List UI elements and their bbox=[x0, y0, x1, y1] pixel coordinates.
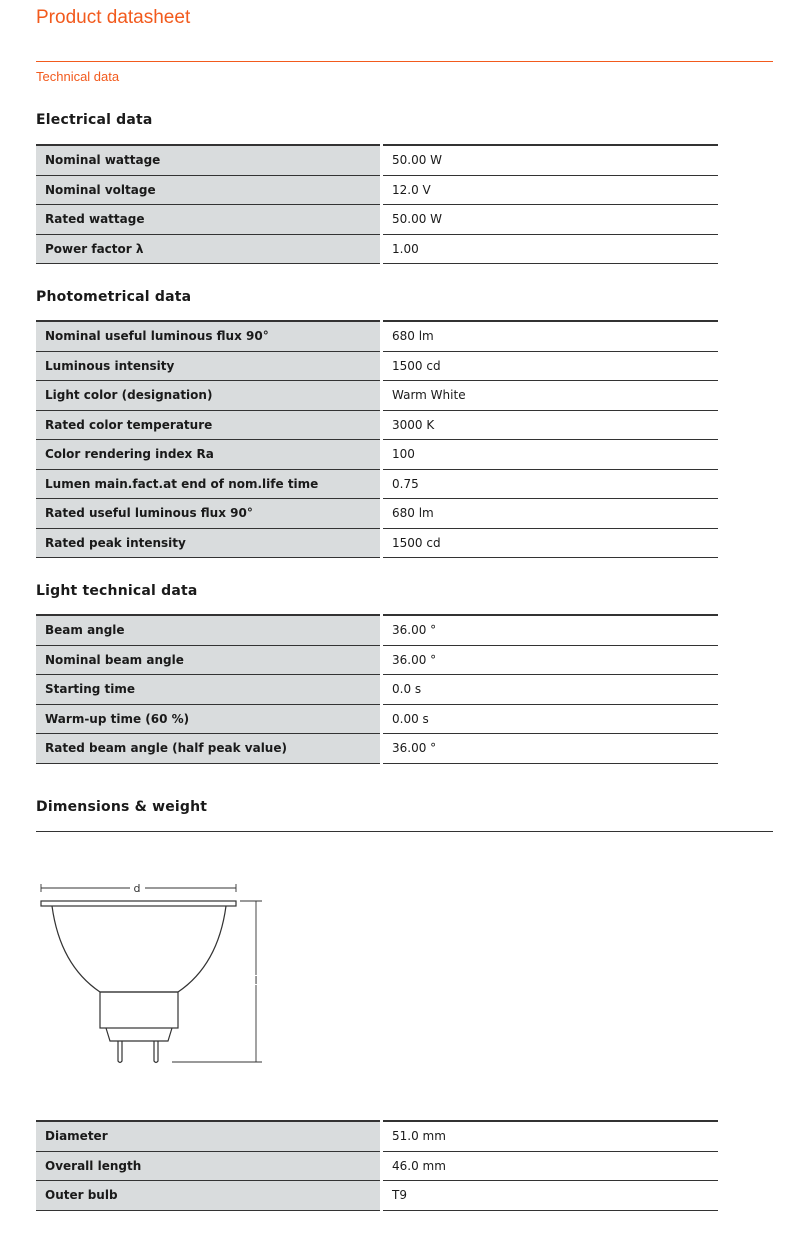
table-row bbox=[36, 145, 718, 175]
row-value: T9 bbox=[382, 1181, 719, 1211]
row-value: 100 bbox=[382, 440, 719, 470]
table-row bbox=[36, 410, 718, 440]
section-subtitle: Technical data bbox=[36, 69, 120, 84]
table-row bbox=[36, 175, 718, 205]
row-label: Nominal voltage bbox=[36, 175, 382, 205]
row-value: 36.00 ° bbox=[382, 734, 719, 764]
dimensions-table bbox=[36, 1120, 718, 1211]
table-row bbox=[36, 234, 718, 264]
table-row bbox=[36, 734, 718, 764]
row-value: 680 lm bbox=[382, 499, 719, 529]
row-label: Beam angle bbox=[36, 615, 382, 645]
row-label: Warm-up time (60 %) bbox=[36, 704, 382, 734]
row-value: 1.00 bbox=[382, 234, 719, 264]
section-title-photometrical: Photometrical data bbox=[36, 289, 192, 305]
table-row bbox=[36, 1181, 718, 1211]
table-row bbox=[36, 321, 718, 351]
row-value: 12.0 V bbox=[382, 175, 719, 205]
row-label: Overall length bbox=[36, 1151, 382, 1181]
row-label: Rated color temperature bbox=[36, 410, 382, 440]
section-title-light-technical: Light technical data bbox=[36, 583, 198, 599]
row-label: Light color (designation) bbox=[36, 381, 382, 411]
row-value: 46.0 mm bbox=[382, 1151, 719, 1181]
row-label: Diameter bbox=[36, 1121, 382, 1151]
table-row bbox=[36, 704, 718, 734]
row-label: Rated wattage bbox=[36, 205, 382, 235]
table-row bbox=[36, 645, 718, 675]
electrical-table bbox=[36, 144, 718, 264]
row-value: 0.0 s bbox=[382, 675, 719, 705]
row-label: Starting time bbox=[36, 675, 382, 705]
table-row bbox=[36, 205, 718, 235]
section-title-dimensions: Dimensions & weight bbox=[36, 799, 208, 815]
section-title-electrical: Electrical data bbox=[36, 112, 153, 128]
row-value: 36.00 ° bbox=[382, 645, 719, 675]
row-label: Luminous intensity bbox=[36, 351, 382, 381]
page-title: Product datasheet bbox=[36, 7, 191, 28]
table-row bbox=[36, 615, 718, 645]
length-label: l bbox=[254, 974, 258, 987]
row-value: Warm White bbox=[382, 381, 719, 411]
row-value: 0.75 bbox=[382, 469, 719, 499]
row-value: 1500 cd bbox=[382, 351, 719, 381]
row-value: 36.00 ° bbox=[382, 615, 719, 645]
row-value: 0.00 s bbox=[382, 704, 719, 734]
table-row bbox=[36, 440, 718, 470]
lamp-base-neck bbox=[106, 1028, 172, 1041]
row-label: Power factor λ bbox=[36, 234, 382, 264]
table-row bbox=[36, 499, 718, 529]
photometrical-table bbox=[36, 320, 718, 558]
table-row bbox=[36, 351, 718, 381]
row-value: 1500 cd bbox=[382, 528, 719, 558]
table-row bbox=[36, 469, 718, 499]
lamp-dimension-drawing bbox=[0, 860, 300, 1080]
row-value: 51.0 mm bbox=[382, 1121, 719, 1151]
row-label: Outer bulb bbox=[36, 1181, 382, 1211]
row-label: Lumen main.fact.at end of nom.life time bbox=[36, 469, 382, 499]
row-value: 680 lm bbox=[382, 321, 719, 351]
table-row bbox=[36, 1151, 718, 1181]
lamp-flange bbox=[41, 901, 236, 906]
table-row bbox=[36, 528, 718, 558]
row-value: 50.00 W bbox=[382, 205, 719, 235]
row-label: Nominal wattage bbox=[36, 145, 382, 175]
row-value: 50.00 W bbox=[382, 145, 719, 175]
row-label: Nominal beam angle bbox=[36, 645, 382, 675]
row-label: Rated peak intensity bbox=[36, 528, 382, 558]
dimension-lines bbox=[41, 884, 262, 1062]
diameter-label: d bbox=[133, 882, 141, 895]
row-label: Nominal useful luminous flux 90° bbox=[36, 321, 382, 351]
table-row bbox=[36, 1121, 718, 1151]
lamp-reflector bbox=[52, 906, 226, 992]
light-technical-table bbox=[36, 614, 718, 764]
row-label: Rated useful luminous flux 90° bbox=[36, 499, 382, 529]
lamp-base bbox=[100, 992, 178, 1028]
lamp-pins bbox=[118, 1041, 158, 1063]
row-label: Rated beam angle (half peak value) bbox=[36, 734, 382, 764]
row-value: 3000 K bbox=[382, 410, 719, 440]
dimensions-divider bbox=[36, 831, 773, 832]
table-row bbox=[36, 675, 718, 705]
row-label: Color rendering index Ra bbox=[36, 440, 382, 470]
table-row bbox=[36, 381, 718, 411]
header-divider bbox=[36, 61, 773, 62]
